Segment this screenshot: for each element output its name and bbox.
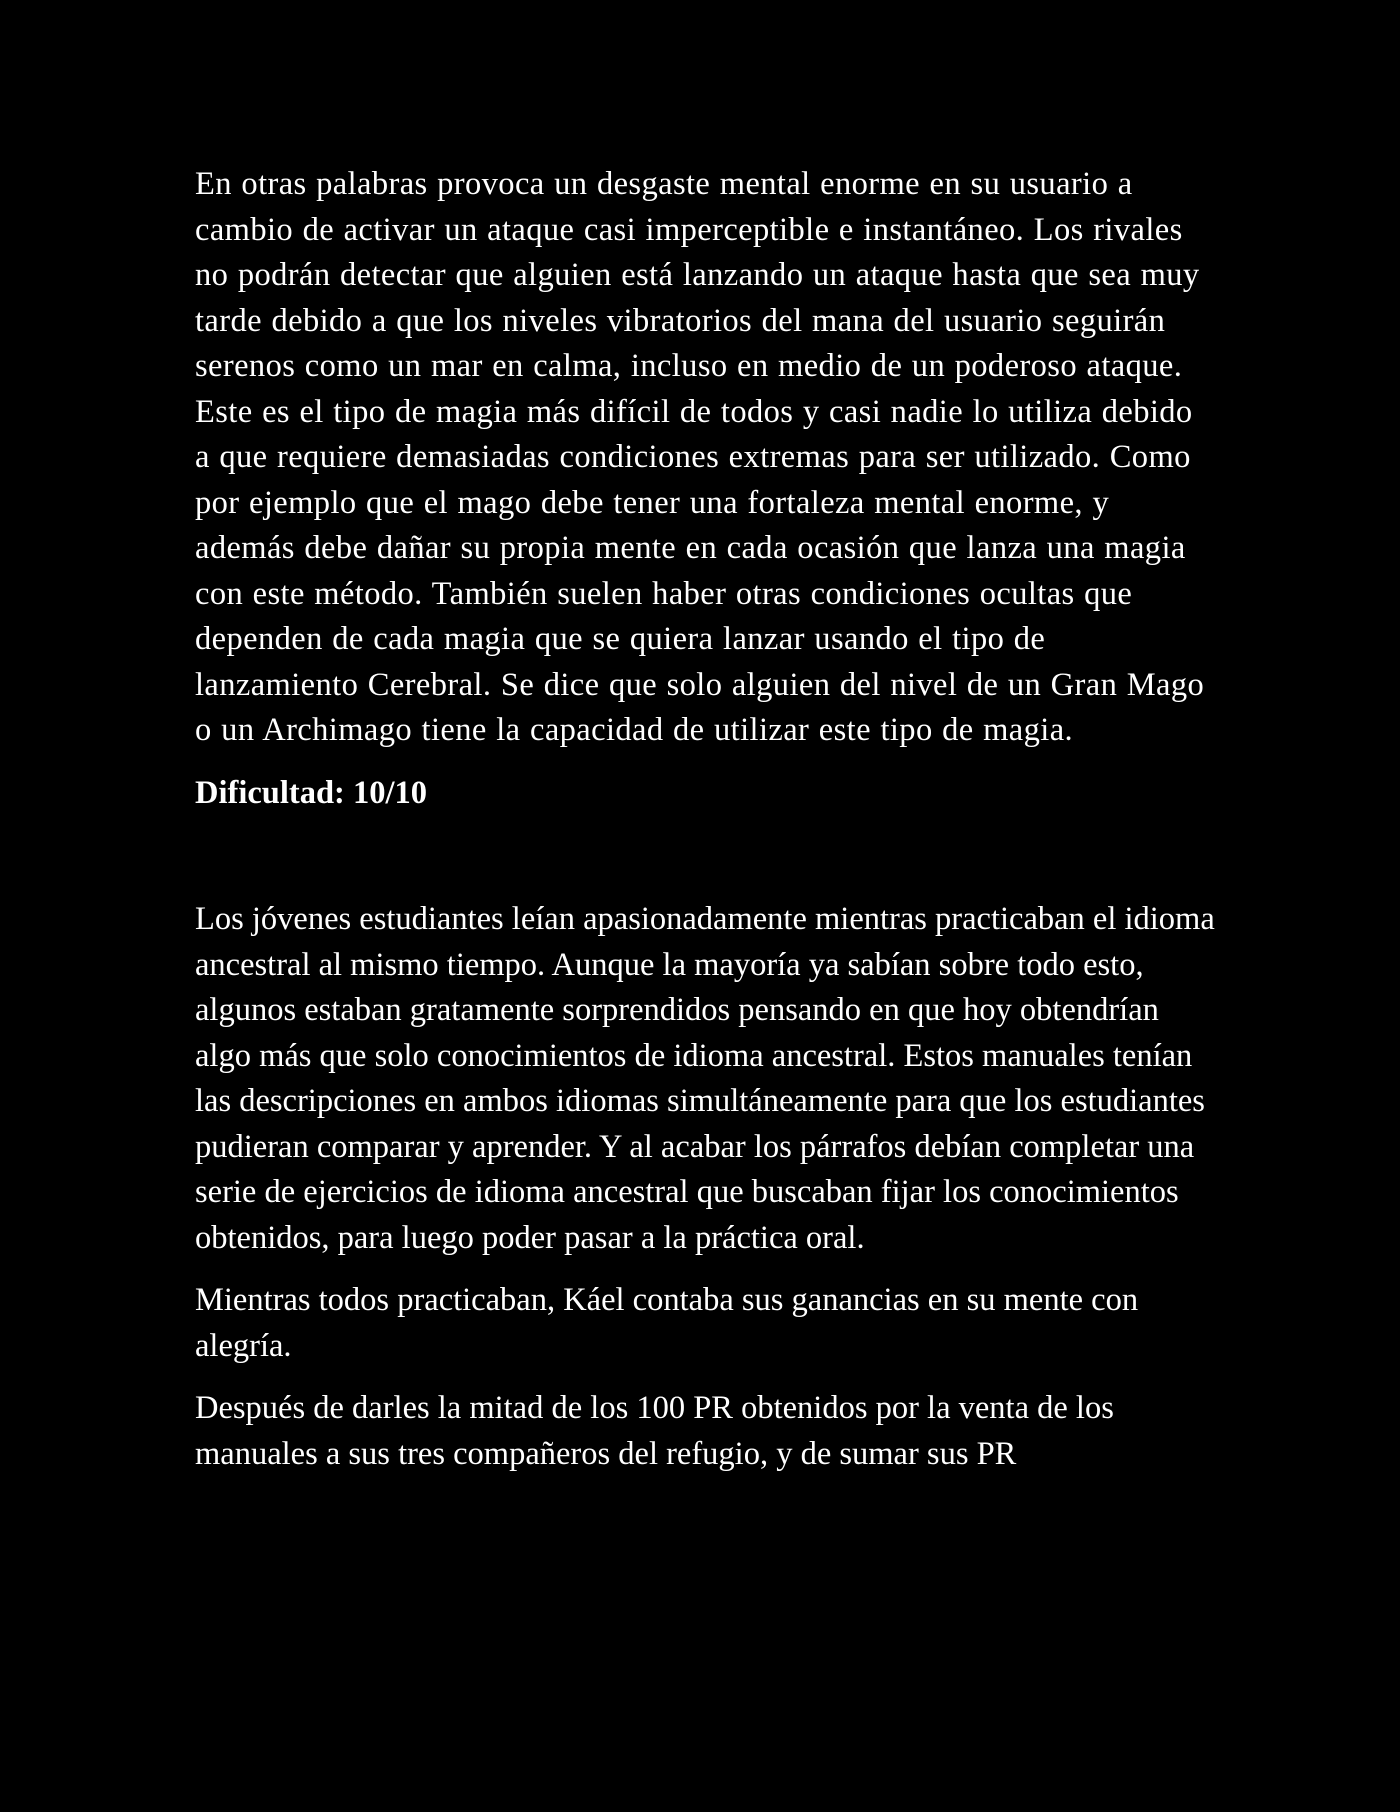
difficulty-label: Dificultad: 10/10 [195,774,428,811]
section-break [195,816,1215,897]
document-page [195,162,1215,1494]
paragraph-kael: Mientras todos practicaban, Káel contaba sus ganancias en su mente con alegría. [195,1282,1139,1364]
paragraph-earnings: Después de darles la mitad de los 100 PR obtenidos por la venta de los manuales a sus tres compañeros del refugio, y de sumar sus PR [195,1390,1114,1472]
intro-paragraph: En otras palabras provoca un desgaste mental enorme en su usuario a cambio de activar un ataque casi imperceptible e instantáneo. Los rivales no podrán detectar que alguien está lanzando un ataque hasta que sea muy tarde debido a que los niveles vibratorios del mana del usuario seguirán serenos como un mar en calma, incluso en medio de un poderoso ataque. Este es el tipo de magia más difícil de todos y casi nadie lo utiliza debido a que requiere demasiadas condiciones extremas para ser utilizado. Como por ejemplo que el mago debe tener una fortaleza mental enorme, y además debe dañar su propia mente en cada ocasión que lanza una magia con este método. También suelen haber otras condiciones ocultas que dependen de cada magia que se quiera lanzar usando el tipo de lanzamiento Cerebral. Se dice que solo alguien del nivel de un Gran Mago o un Archimago tiene la capacidad de utilizar este tipo de magia. [195,166,1205,748]
paragraph-students: Los jóvenes estudiantes leían apasionadamente mientras practicaban el idioma ancestral al mismo tiempo. Aunque la mayoría ya sabían sobre todo esto, algunos estaban gratamente sorprendidos pensando en que hoy obtendrían algo más que solo conocimientos de idioma ancestral. Estos manuales tenían las descripciones en ambos idiomas simultáneamente para que los estudiantes pudieran comparar y aprender. Y al acabar los párrafos debían completar una serie de ejercicios de idioma ancestral que buscaban fijar los conocimientos obtenidos, para luego poder pasar a la práctica oral. [195,901,1215,1256]
